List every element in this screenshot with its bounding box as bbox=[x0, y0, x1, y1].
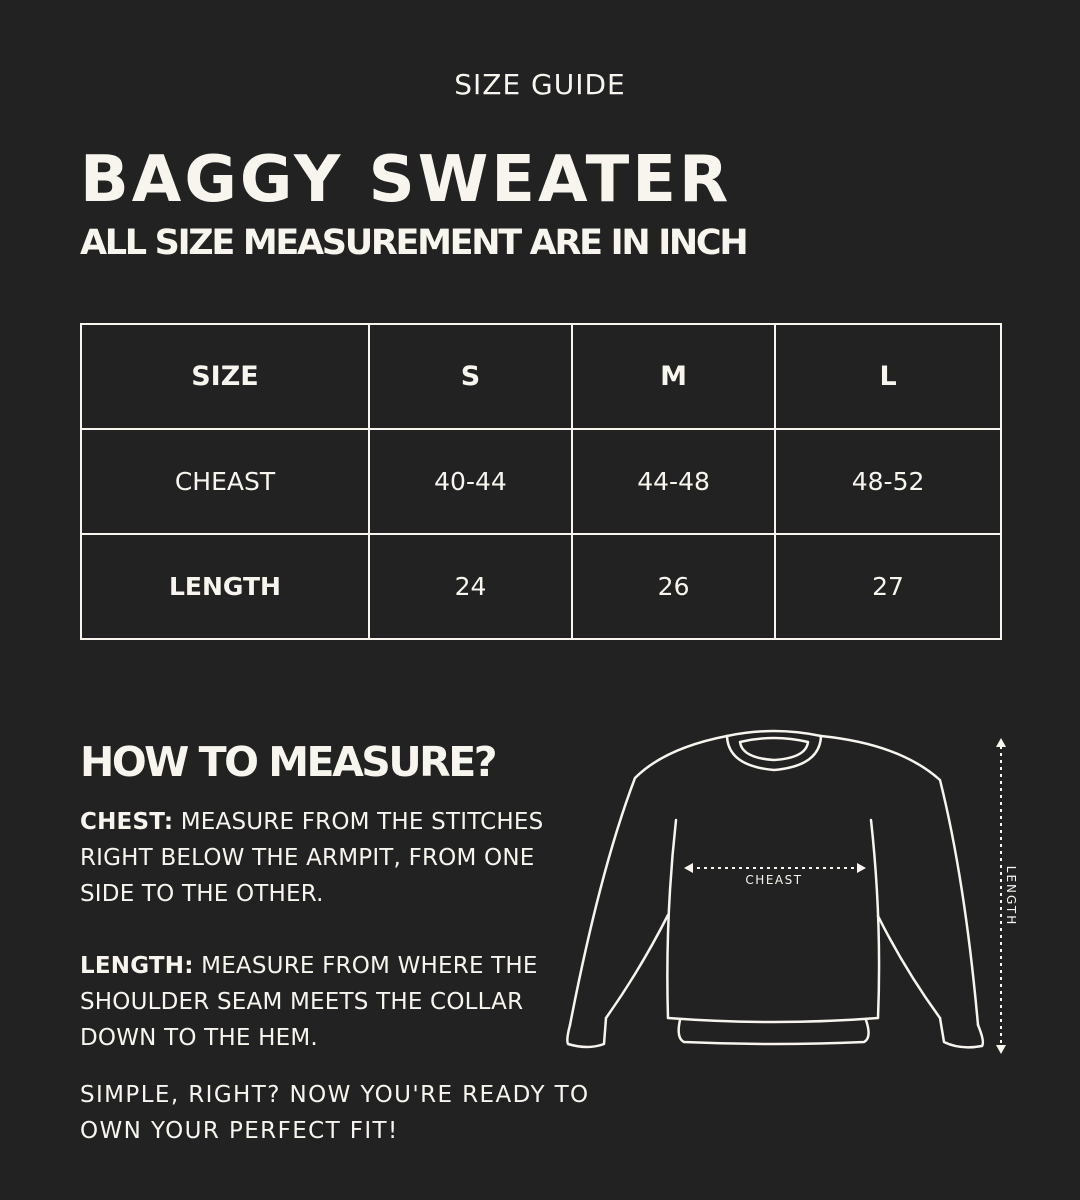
length-instruction-text: MEASURE FROM WHERE THE SHOULDER SEAM MEETS THE COLLAR DOWN TO THE HEM. bbox=[80, 953, 538, 1051]
header-l: L bbox=[775, 324, 1001, 429]
chest-instruction bbox=[80, 804, 580, 912]
length-instruction-label: LENGTH: bbox=[80, 953, 194, 979]
table-row bbox=[81, 534, 1001, 639]
header-size: SIZE bbox=[81, 324, 369, 429]
length-instruction bbox=[80, 948, 580, 1056]
product-title: BAGGY SWEATER bbox=[80, 143, 732, 217]
sweater-outline-icon bbox=[560, 720, 1030, 1070]
length-s-value: 24 bbox=[369, 534, 572, 639]
length-m-value: 26 bbox=[572, 534, 775, 639]
row-label-chest: CHEAST bbox=[81, 429, 369, 534]
chest-s-value: 40-44 bbox=[369, 429, 572, 534]
chest-instruction-text: MEASURE FROM THE STITCHES RIGHT BELOW THE ARMPIT, FROM ONE SIDE TO THE OTHER. bbox=[80, 809, 544, 907]
header-m: M bbox=[572, 324, 775, 429]
chest-instruction-label: CHEST: bbox=[80, 809, 174, 835]
closing-note: SIMPLE, RIGHT? NOW YOU'RE READY TO OWN YOUR PERFECT FIT! bbox=[80, 1082, 590, 1144]
table-header-row bbox=[81, 324, 1001, 429]
chest-m-value: 44-48 bbox=[572, 429, 775, 534]
size-guide-kicker: SIZE GUIDE bbox=[454, 68, 626, 101]
unit-note: ALL SIZE MEASUREMENT ARE IN INCH bbox=[80, 223, 747, 263]
sweater-illustration bbox=[560, 720, 1030, 1070]
length-l-value: 27 bbox=[775, 534, 1001, 639]
length-arrow-label: LENGTH bbox=[1004, 865, 1018, 927]
size-table bbox=[80, 323, 1002, 640]
how-to-measure-heading: HOW TO MEASURE? bbox=[80, 738, 495, 786]
chest-l-value: 48-52 bbox=[775, 429, 1001, 534]
table-row bbox=[81, 429, 1001, 534]
chest-arrow-label: CHEAST bbox=[745, 873, 803, 887]
row-label-length: LENGTH bbox=[81, 534, 369, 639]
header-s: S bbox=[369, 324, 572, 429]
